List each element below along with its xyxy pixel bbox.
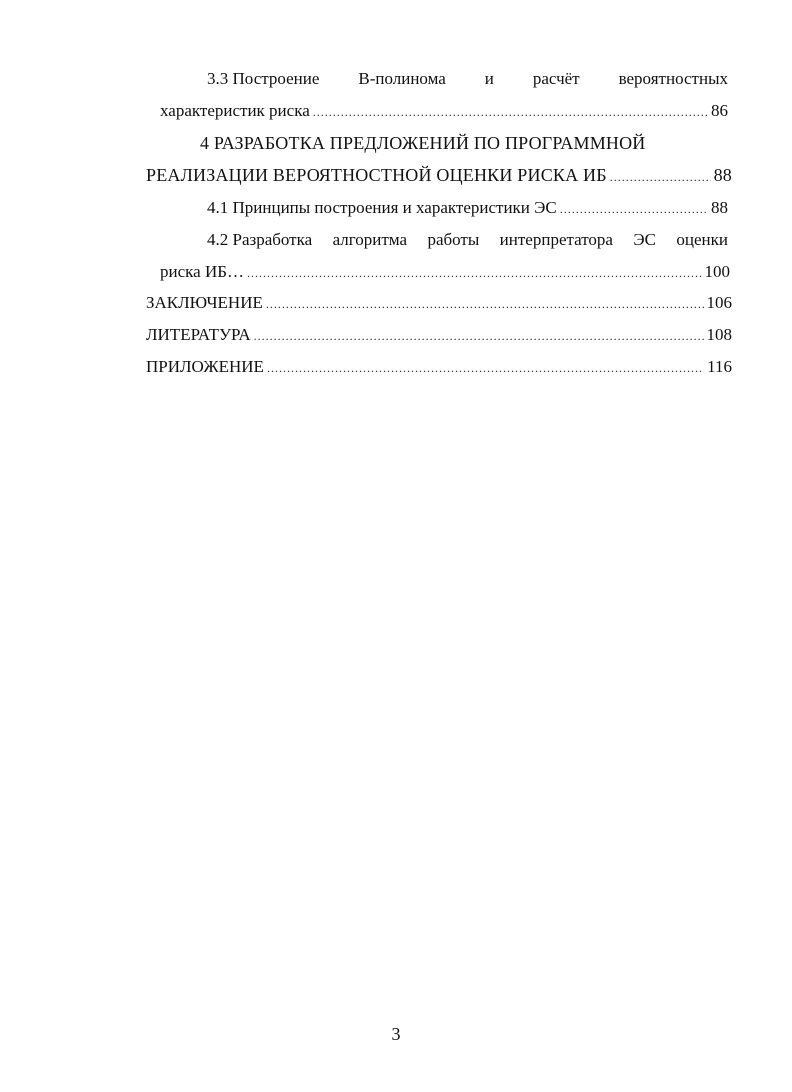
toc-entry-3-3-line-1 <box>207 68 728 90</box>
toc-entry-label: ЛИТЕРАТУРА <box>146 325 251 344</box>
toc-entry-4-2-line-2 <box>160 261 730 283</box>
toc-word: В-полинома <box>358 69 446 88</box>
toc-word: работы <box>427 230 480 249</box>
dot-leader <box>266 293 704 315</box>
toc-entry-label: ПРИЛОЖЕНИЕ <box>146 357 264 376</box>
toc-page-number: 86 <box>711 101 728 120</box>
toc-entry-4-2-line-1 <box>207 229 728 251</box>
dot-leader <box>560 198 708 220</box>
toc-entry-label: характеристик риска <box>160 101 310 120</box>
toc-chapter-title: 4 РАЗРАБОТКА ПРЕДЛОЖЕНИЙ ПО ПРОГРАММНОЙ <box>200 133 646 153</box>
toc-entry-literature <box>146 324 732 346</box>
dot-leader <box>267 357 704 379</box>
toc-chapter-4-line-1 <box>200 132 646 154</box>
toc-word: вероятностных <box>618 69 728 88</box>
page-number: 3 <box>391 1024 401 1044</box>
toc-word: расчёт <box>532 69 580 88</box>
toc-entry-label: ЗАКЛЮЧЕНИЕ <box>146 293 263 312</box>
toc-entry-label: 4.1 Принципы построения и характеристики ЭС <box>207 198 557 217</box>
toc-word: 3.3 Построение <box>207 69 320 88</box>
toc-word: интерпретатора <box>499 230 613 249</box>
toc-page-number: 88 <box>713 165 732 185</box>
toc-word: оценки <box>676 230 728 249</box>
toc-word: и <box>484 69 494 88</box>
dot-leader <box>254 325 704 347</box>
toc-entry-label: риска ИБ… <box>160 262 244 281</box>
toc-page-number: 88 <box>711 198 728 217</box>
toc-page-number: 116 <box>707 357 732 376</box>
dot-leader <box>610 166 711 188</box>
dot-leader <box>247 262 702 284</box>
dot-leader <box>313 101 708 123</box>
toc-chapter-4-line-2 <box>146 164 732 186</box>
toc-page-number: 100 <box>704 262 730 281</box>
toc-page-number: 108 <box>706 325 732 344</box>
toc-word: алгоритма <box>332 230 408 249</box>
toc-entry-4-1 <box>207 197 728 219</box>
toc-chapter-title-cont: РЕАЛИЗАЦИИ ВЕРОЯТНОСТНОЙ ОЦЕНКИ РИСКА ИБ <box>146 165 607 185</box>
toc-entry-conclusion <box>146 292 732 314</box>
toc-word: ЭС <box>633 230 656 249</box>
toc-page-number: 106 <box>706 293 732 312</box>
toc-word: 4.2 Разработка <box>207 230 313 249</box>
toc-entry-appendix <box>146 356 732 378</box>
toc-entry-3-3-line-2 <box>160 100 728 122</box>
